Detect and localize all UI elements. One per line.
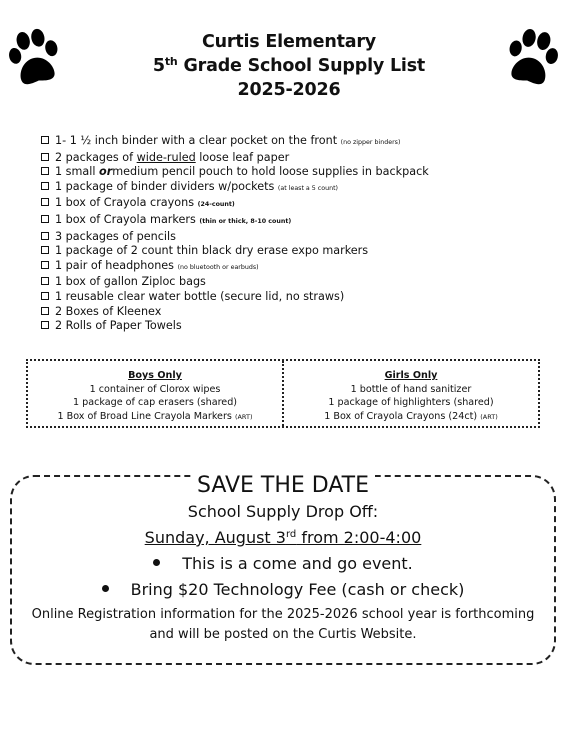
checkbox-icon — [41, 261, 49, 269]
list-item: 1 pair of headphones (no bluetooth or earbuds) — [41, 259, 561, 276]
girls-item: 1 bottle of hand sanitizer — [350, 383, 472, 395]
event-name: School Supply Drop Off: — [187, 502, 379, 521]
checkbox-icon — [41, 277, 49, 285]
school-year: 2025-2026 — [237, 80, 341, 100]
online-registration-info: Online Registration information for the 2025-2026 school year is forthcoming and will be posted on the Curtis Website. — [31, 607, 535, 642]
boys-girls-table — [26, 359, 540, 428]
bullet-icon — [153, 559, 160, 566]
girls-title: Girls Only — [384, 370, 438, 381]
save-the-date-title: SAVE THE DATE — [191, 473, 375, 499]
list-item: 1 box of gallon Ziploc bags — [41, 275, 561, 290]
list-item: 1 box of Crayola markers (thin or thick, 8-10 count) — [41, 213, 561, 230]
checkbox-icon — [41, 307, 49, 315]
list-title-line — [0, 54, 578, 78]
grade-number: 5 — [152, 56, 165, 76]
checkbox-icon — [41, 136, 49, 144]
checkbox-icon — [41, 167, 49, 175]
checkbox-icon — [41, 246, 49, 254]
checkbox-icon — [41, 198, 49, 206]
save-the-date-box — [10, 475, 556, 665]
list-item: Bring $20 Technology Fee (cash or check) — [12, 577, 554, 603]
event-date: Sunday, August 3rd from 2:00-4:00 — [144, 528, 422, 547]
list-item: 1 package of binder dividers w/pockets (at least a 5 count) — [41, 180, 561, 197]
list-item: 3 packages of pencils — [41, 230, 561, 245]
list-item: 2 Boxes of Kleenex — [41, 305, 561, 320]
girls-item: 1 package of highlighters (shared) — [328, 397, 494, 409]
school-name: Curtis Elementary — [201, 32, 376, 52]
girls-item: 1 Box of Crayola Crayons (24ct) (ART) — [324, 410, 498, 422]
page-header — [0, 30, 578, 102]
list-item: 1 small ormedium pencil pouch to hold loose supplies in backpack — [41, 165, 561, 180]
list-title: Grade School Supply List — [183, 56, 426, 76]
checkbox-icon — [41, 232, 49, 240]
checkbox-icon — [41, 321, 49, 329]
checkbox-icon — [41, 182, 49, 190]
boys-title: Boys Only — [128, 370, 182, 381]
list-item: 1 box of Crayola crayons (24-count) — [41, 196, 561, 213]
list-item: 2 packages of wide-ruled loose leaf paper — [41, 151, 561, 166]
list-item: 1 package of 2 count thin black dry erase expo markers — [41, 244, 561, 259]
supply-list — [41, 134, 561, 334]
list-item: This is a come and go event. — [12, 551, 554, 577]
boys-item: 1 container of Clorox wipes — [89, 383, 221, 395]
girls-column — [282, 361, 538, 426]
event-bullets — [12, 551, 554, 603]
checkbox-icon — [41, 215, 49, 223]
bullet-icon — [102, 585, 109, 592]
list-item: 2 Rolls of Paper Towels — [41, 319, 561, 334]
boys-item: 1 package of cap erasers (shared) — [72, 397, 238, 409]
list-item: 1 reusable clear water bottle (secure lid, no straws) — [41, 290, 561, 305]
checkbox-icon — [41, 292, 49, 300]
boys-item: 1 Box of Broad Line Crayola Markers (ART) — [57, 410, 253, 422]
grade-suffix: th — [164, 55, 178, 68]
list-item: 1- 1 ½ inch binder with a clear pocket on the front (no zipper binders) — [41, 134, 561, 151]
boys-column — [28, 361, 282, 426]
checkbox-icon — [41, 153, 49, 161]
